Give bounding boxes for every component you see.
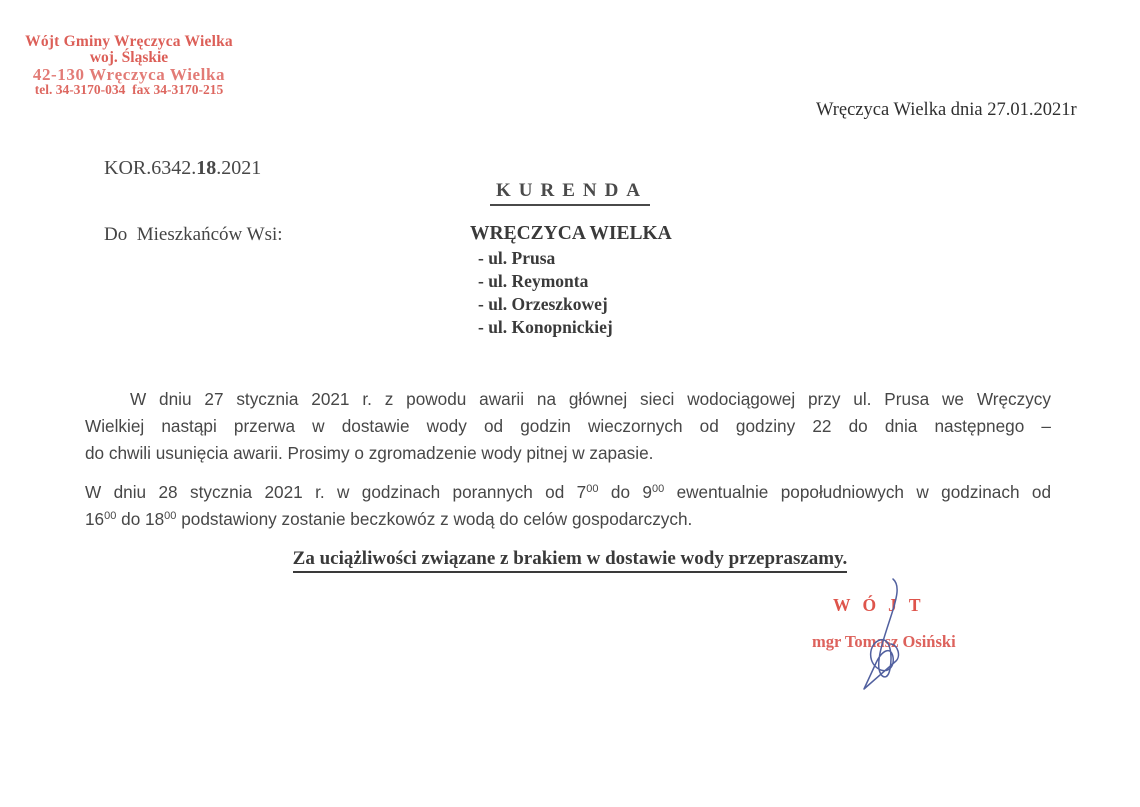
stamp-phone-line: tel. 34-3170-034 fax 34-3170-215	[34, 81, 224, 97]
street-item: - ul. Reymonta	[478, 271, 589, 291]
reference-number	[104, 157, 261, 180]
title-row	[0, 180, 1140, 206]
street-item: - ul. Konopnickiej	[478, 317, 613, 337]
reference-prefix: KOR.6342.	[104, 157, 197, 179]
time-superscript: 00	[104, 510, 117, 522]
letter-body	[85, 386, 1051, 533]
time-superscript: 00	[164, 510, 177, 522]
reference-bold-part: 18	[196, 157, 217, 179]
handwritten-signature-ink	[856, 577, 926, 692]
street-list	[478, 247, 613, 339]
body-line: do chwili usunięcia awarii. Prosimy o zgromadzenie wody pitnej w zapasie.	[85, 443, 654, 463]
apology-sentence: Za uciążliwości związane z brakiem w dostawie wody przepraszamy.	[293, 548, 848, 573]
street-item: - ul. Orzeszkowej	[478, 294, 608, 314]
date-line: Wręczyca Wielka dnia 27.01.2021r	[816, 100, 1077, 120]
reference-suffix: .2021	[216, 157, 262, 179]
body-line	[85, 506, 1051, 533]
paragraph-outage-notice	[85, 386, 1051, 467]
stamp-office-line: Wójt Gminy Wręczyca Wielka	[25, 33, 233, 50]
text-segment: do 18	[116, 509, 165, 529]
text-segment: podstawiony zostanie beczkowóz z wodą do celów gospodarczych.	[176, 509, 693, 529]
text-segment: 16	[85, 509, 105, 529]
street-item: - ul. Prusa	[478, 248, 556, 268]
paragraph-water-truck	[85, 479, 1051, 533]
stamp-address-line: 42-130 Wręczyca Wielka	[32, 64, 226, 84]
recipients-label: Do Mieszkańców Wsi:	[104, 224, 283, 245]
apology-row	[0, 548, 1140, 573]
sender-stamp	[24, 34, 234, 97]
stamp-voivodeship-line: woj. Śląskie	[89, 48, 169, 66]
body-line: Wielkiej nastąpi przerwa w dostawie wody od godzin wieczornych od godziny 22 do dnia następnego –	[85, 416, 1051, 436]
signer-title-stamp: WÓJT	[833, 595, 933, 615]
time-superscript: 00	[586, 483, 599, 495]
text-segment: do 9	[598, 482, 652, 502]
time-superscript: 00	[651, 483, 665, 495]
document-title: KURENDA	[490, 180, 650, 206]
signer-name-stamp: mgr Tomasz Osiński	[812, 632, 956, 651]
text-segment: W dniu 28 stycznia 2021 r. w godzinach porannych od 7	[85, 482, 587, 502]
village-name: WRĘCZYCA WIELKA	[470, 223, 672, 244]
text-segment: ewentualnie popołudniowych w godzinach od	[664, 482, 1052, 502]
body-line: W dniu 27 stycznia 2021 r. z powodu awarii na głównej sieci wodociągowej przy ul. Prusa we Wręczycy	[130, 389, 1051, 409]
body-line	[85, 479, 1051, 506]
